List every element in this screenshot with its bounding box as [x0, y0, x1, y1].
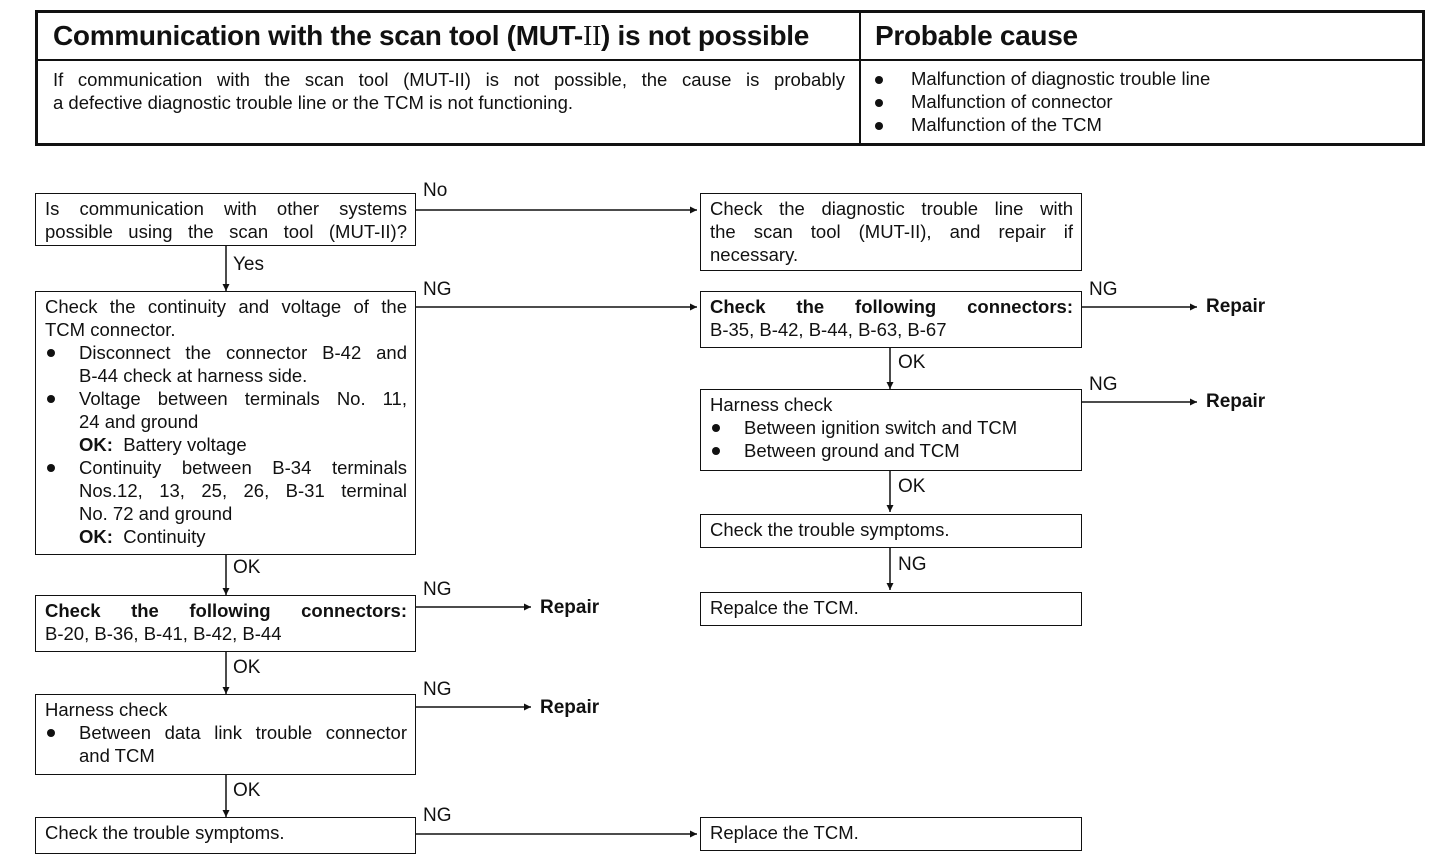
ng-label: NG	[1089, 279, 1118, 300]
cause-list: Malfunction of diagnostic trouble line Malfunction of connector Malfunction of the TCM	[875, 68, 1375, 140]
repair-label: Repair	[540, 597, 600, 618]
ng-label: NG	[423, 279, 452, 300]
repair-label: Repair	[540, 697, 600, 718]
connectors-check-box-right: Check the following connectors: B-35, B-42, B-44, B-63, B-67	[700, 291, 1082, 348]
list-item: Continuity between B-34 terminals Nos.12, 13, 25, 26, B-31 terminal No. 72 and ground OK: Continuity	[45, 456, 407, 548]
list-item: Disconnect the connector B-42 and B-44 check at harness side.	[45, 341, 407, 387]
ok-label: OK:	[79, 526, 113, 547]
ok-label: OK	[233, 780, 261, 801]
ng-label: NG	[1089, 374, 1118, 395]
list-item: Between data link trouble connector and TCM	[45, 721, 407, 767]
ng-label: NG	[423, 805, 452, 826]
symptoms-check-box-left: Check the trouble symptoms.	[35, 817, 416, 854]
connectors-check-box-left: Check the following connectors: B-20, B-36, B-41, B-42, B-44	[35, 595, 416, 652]
yes-label: Yes	[233, 254, 264, 275]
ok-label: OK:	[79, 434, 113, 455]
header-description: If communication with the scan tool (MUT-II) is not possible, the cause is probably a defective diagnostic trouble line or the TCM is not functioning.	[53, 69, 845, 113]
harness-check-box-right: Harness check Between ignition switch and TCM Between ground and TCM	[700, 389, 1082, 471]
ok-value: Continuity	[123, 526, 206, 547]
bullet-icon	[47, 349, 55, 357]
communication-question-box: Is communication with other systems possible using the scan tool (MUT-II)?	[35, 193, 416, 246]
probable-cause-title: Probable cause	[875, 20, 1078, 51]
ok-value: Battery voltage	[123, 434, 247, 455]
ok-label: OK	[898, 476, 926, 497]
ok-label: OK	[898, 352, 926, 373]
bullet-icon	[712, 424, 720, 432]
list-item: Between ignition switch and TCM	[710, 416, 1073, 439]
symptoms-check-box-right: Check the trouble symptoms.	[700, 514, 1082, 548]
ok-label: OK	[233, 657, 261, 678]
list-item: Between ground and TCM	[710, 439, 1073, 462]
harness-check-box-left: Harness check Between data link trouble connector and TCM	[35, 694, 416, 775]
bullet-icon	[712, 447, 720, 455]
repair-label: Repair	[1206, 391, 1266, 412]
tcm-connector-check-box: Check the continuity and voltage of the TCM connector. Disconnect the connector B-42 and B-44 check at harness side. Voltage between terminals No. 11, 24 and ground OK: Battery voltage Continuity between B-34 terminals Nos.12, 13, 25, 26, B-31 terminal No. 72 and ground OK: Continuity	[35, 291, 416, 555]
replace-tcm-box-bottom: Replace the TCM.	[700, 817, 1082, 851]
bullet-icon	[47, 395, 55, 403]
ok-label: OK	[233, 557, 261, 578]
repair-label: Repair	[1206, 296, 1266, 317]
bullet-icon	[47, 464, 55, 472]
diagnostic-line-check-box: Check the diagnostic trouble line with the scan tool (MUT-II), and repair if necessary.	[700, 193, 1082, 271]
ng-label: NG	[423, 579, 452, 600]
bullet-icon	[47, 729, 55, 737]
no-label: No	[423, 180, 448, 201]
ng-label: NG	[423, 679, 452, 700]
page-title: Communication with the scan tool (MUT-II) is not possible	[53, 20, 810, 52]
replace-tcm-box-right: Repalce the TCM.	[700, 592, 1082, 626]
list-item: Voltage between terminals No. 11, 24 and ground OK: Battery voltage	[45, 387, 407, 456]
ng-label: NG	[898, 554, 927, 575]
